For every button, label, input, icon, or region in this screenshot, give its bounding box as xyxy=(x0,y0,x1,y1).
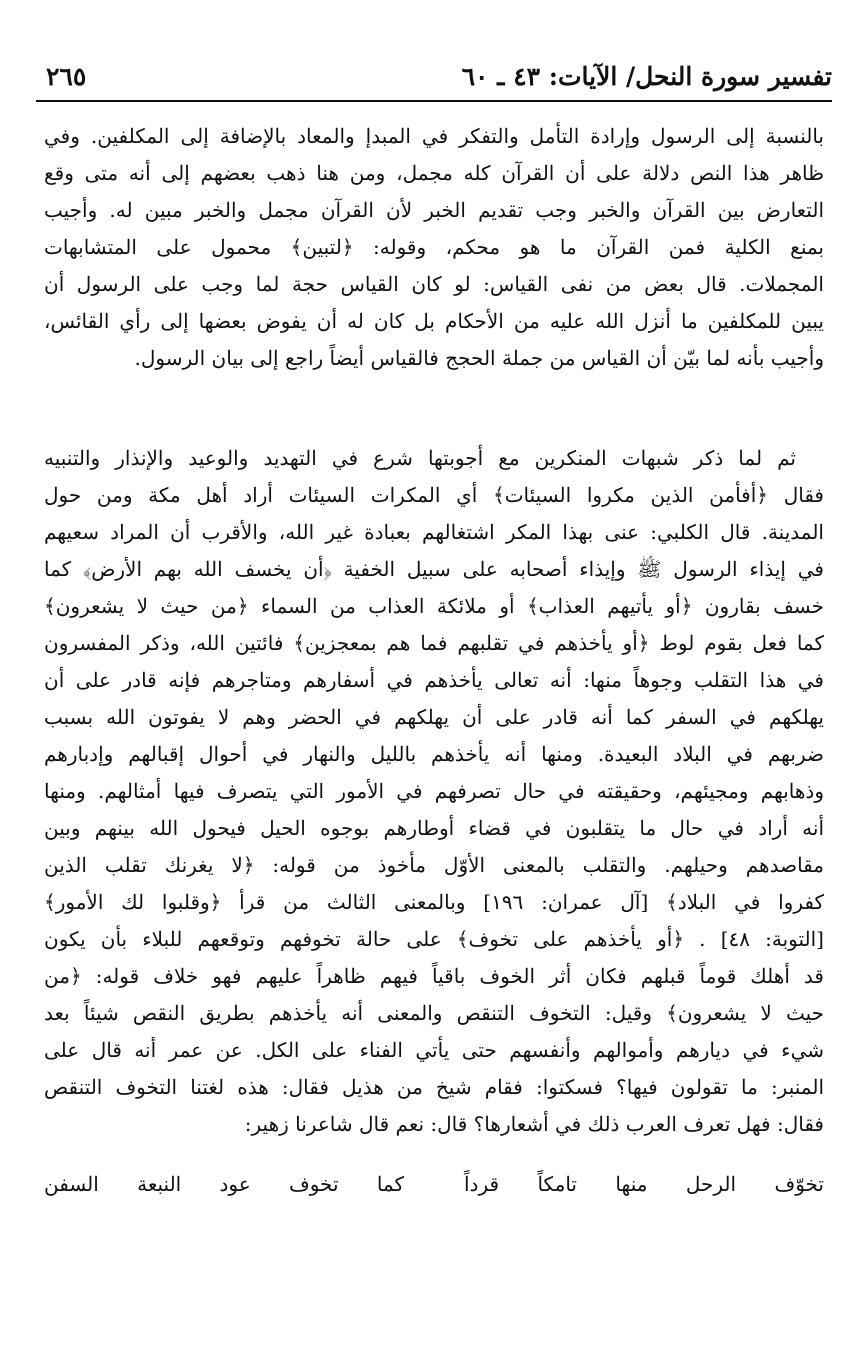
page-header xyxy=(36,56,832,102)
text-line: حيث لا يشعرون﴾ وقيل: التخوف التنقص والمعنى أنه يأخذهم بطريق النقص شيئاً بعد xyxy=(44,1001,824,1025)
text-line: في هذا التقلب وجوهاً منها: أنه تعالى يأخذهم في أسفارهم ومتاجرهم فإنه قادر على أن xyxy=(44,668,824,692)
text-line: ضربهم في البلاد البعيدة. ومنها أنه يأخذهم بالليل والنهار في أحوال إقبالهم وإدبارهم xyxy=(44,742,824,766)
text-line: أنه أراد في حال ما يتقلبون في قضاء أوطارهم بوجوه الحيل فيحول الله بينهم وبين xyxy=(44,816,824,840)
text-line: بمنع الكلية فمن القرآن ما هو محكم، وقوله: ﴿لتبين﴾ محمول على المتشابهات xyxy=(44,235,824,259)
text-line: كفروا في البلاد﴾ [آل عمران: ١٩٦] وبالمعنى الثالث من قرأ ﴿وقلبوا لك الأمور﴾ xyxy=(44,890,824,914)
text-line: شيء في ديارهم وأموالهم وأنفسهم حتى يأتي الفناء على الكل. عن عمر أنه قال على xyxy=(44,1038,824,1062)
verse-hemistich-second: كما تخوف عود النبعة السفن xyxy=(44,1172,404,1196)
text-line: المدينة. قال الكلبي: عنى بهذا المكر اشتغالهم بعبادة غير الله، والأقرب أن المراد سعيهم xyxy=(44,520,824,544)
text-line: [التوبة: ٤٨] . ﴿أو يأخذهم على تخوف﴾ على حالة تخوفهم وتوقعهم للبلاء بأن يكون xyxy=(44,927,824,951)
running-title: تفسير سورة النحل/ الآيات: ٤٣ ـ ٦٠ xyxy=(461,62,832,91)
text-line: ظاهر هذا النص دلالة على أن القرآن كله مجمل، ومن هنا ذهب بعضهم إلى أنه متى وقع xyxy=(44,161,824,185)
text-line: فقال: فهل تعرف العرب ذلك في أشعارها؟ قال: نعم قال شاعرنا زهير: xyxy=(244,1112,824,1136)
text-line: في إيذاء الرسول ﷺ وإيذاء أصحابه على سبيل الخفية ﴿أن يخسف الله بهم الأرض﴾ كما xyxy=(44,557,824,581)
text-line: بالنسبة إلى الرسول وإرادة التأمل والتفكر في المبدإ والمعاد بالإضافة إلى المكلفين. وفي xyxy=(44,124,824,148)
text-line: المجملات. قال بعض من نفى القياس: لو كان القياس حجة لما وجب على الرسول أن xyxy=(44,272,824,296)
page-number: ٢٦٥ xyxy=(46,62,87,91)
text-line: ثم لما ذكر شبهات المنكرين مع أجوبتها شرع في التهديد والوعيد والإنذار والتنبيه xyxy=(44,446,796,470)
text-line: وأجيب بأنه لما بيّن أن القياس من جملة الحجج فالقياس أيضاً راجع إلى بيان الرسول. xyxy=(134,346,824,370)
text-line: فقال ﴿أفأمن الذين مكروا السيئات﴾ أي المكرات السيئات أراد أهل مكة ومن حول xyxy=(44,483,824,507)
text-line: يهلكهم في السفر كما أنه قادر على أن يهلكهم في الحضر وهم لا يفوتون الله بسبب xyxy=(44,705,824,729)
text-line: كما فعل بقوم لوط ﴿أو يأخذهم في تقلبهم فما هم بمعجزين﴾ فائتين الله، وذكر المفسرون xyxy=(44,631,824,655)
text-line: التعارض بين القرآن والخبر وجب تقديم الخبر لأن القرآن مجمل والخبر مبين له. وأجيب xyxy=(44,198,824,222)
text-line: خسف بقارون ﴿أو يأتيهم العذاب﴾ أو ملائكة العذاب من السماء ﴿من حيث لا يشعرون﴾ xyxy=(44,594,824,618)
text-line: قد أهلك قوماً قبلهم فكان أثر الخوف باقياً فيهم ظاهراً عليهم فهو خلاف قوله: ﴿من xyxy=(44,964,824,988)
text-line: يبين للمكلفين ما أنزل الله عليه من الأحكام بل كان له أن يفوض بعضها إلى رأي القائس، xyxy=(44,309,824,333)
text-line: وذهابهم ومجيئهم، وحقيقته في حال تصرفهم في الأمور التي يتصرف فيها أمثالهم. ومنها xyxy=(44,779,824,803)
text-line: مقاصدهم وحيلهم. والتقلب بالمعنى الأوّل مأخوذ من قوله: ﴿لا يغرنك تقلب الذين xyxy=(44,853,824,877)
verse-hemistich-first: تخوّف الرحل منها تامكاً قرداً xyxy=(464,1172,824,1196)
text-line: المنبر: ما تقولون فيها؟ فسكتوا: فقام شيخ من هذيل فقال: هذه لغتنا التخوف التنقص xyxy=(44,1075,824,1099)
